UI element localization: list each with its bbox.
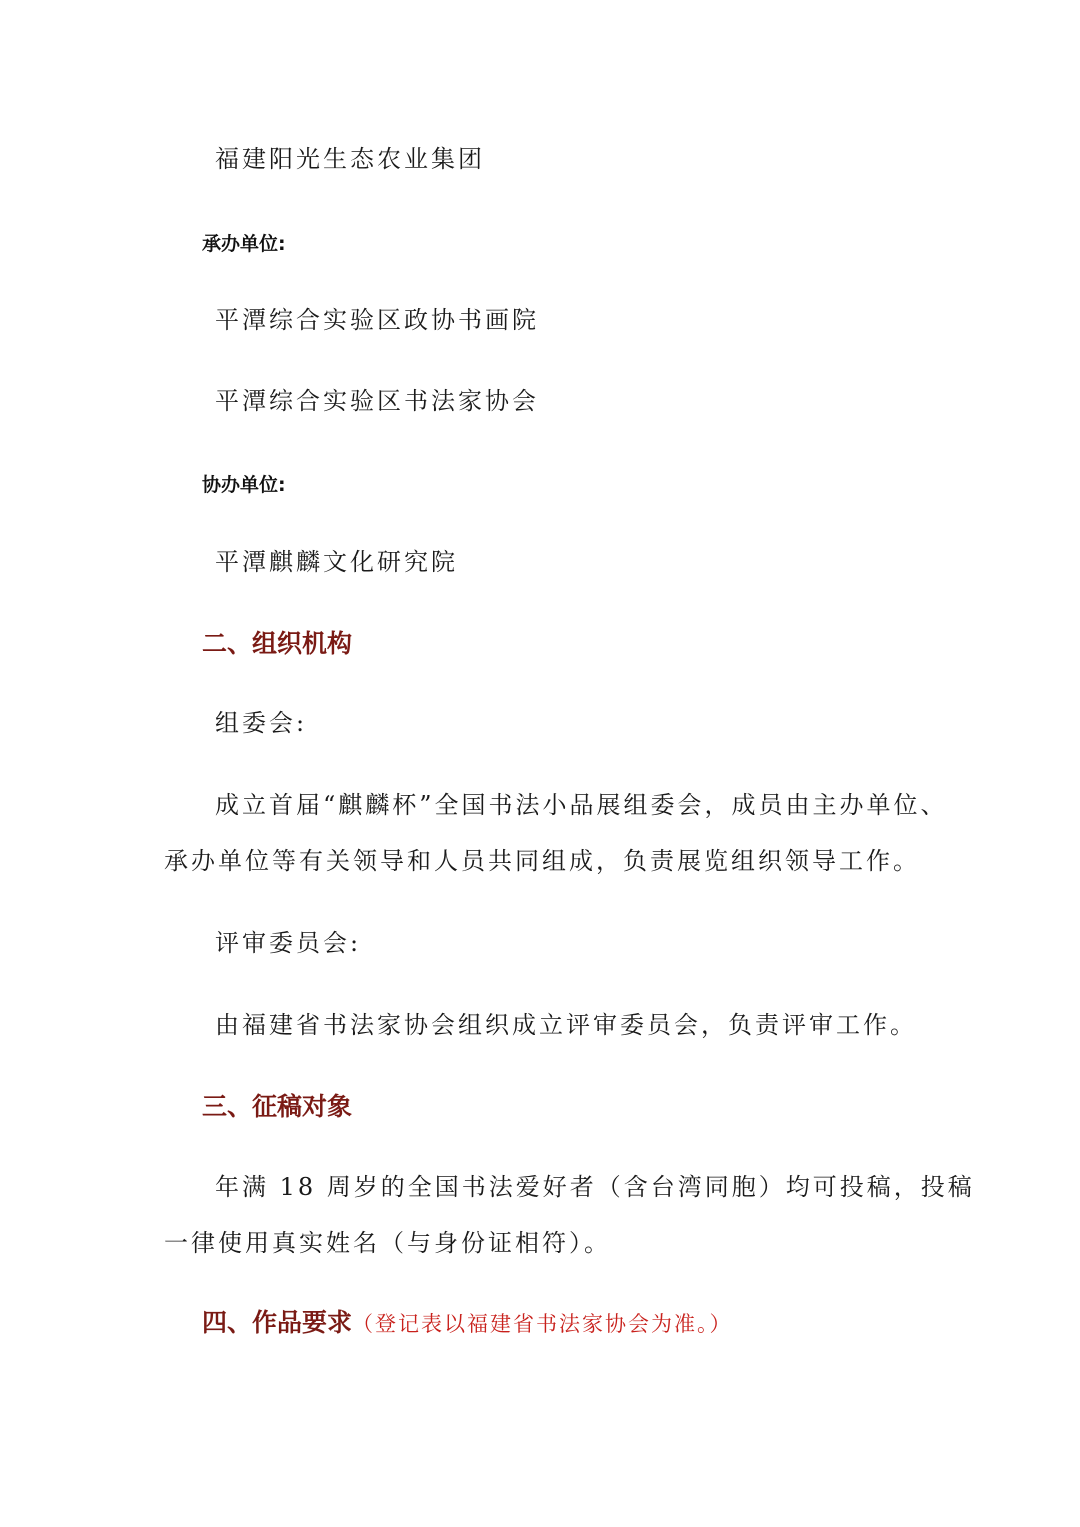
section3-text-line2: 一律使用真实姓名（与身份证相符）。 — [164, 1229, 611, 1257]
section3-heading: 三、征稿对象 — [202, 1092, 353, 1121]
committee-text-line2: 承办单位等有关领导和人员共同组成，负责展览组织领导工作。 — [164, 847, 920, 875]
section4-heading: 四、作品要求 — [202, 1308, 353, 1337]
section2-heading: 二、组织机构 — [202, 629, 353, 658]
organizer-org-1: 平潭综合实验区政协书画院 — [215, 306, 539, 334]
section4-note: （登记表以福建省书法家协会为准。） — [352, 1312, 733, 1336]
jury-text: 由福建省书法家协会组织成立评审委员会，负责评审工作。 — [215, 1011, 917, 1039]
organizer-org-2: 平潭综合实验区书法家协会 — [215, 387, 539, 415]
committee-text-line1: 成立首届“麒麟杯”全国书法小品展组委会，成员由主办单位、 — [215, 791, 948, 819]
section3-text-line1: 年满 18 周岁的全国书法爱好者（含台湾同胞）均可投稿，投稿 — [215, 1173, 975, 1201]
jury-label: 评审委员会: — [215, 929, 362, 957]
committee-label: 组委会: — [215, 709, 308, 737]
section4-heading-row — [202, 1306, 733, 1341]
sponsor-org: 福建阳光生态农业集团 — [215, 145, 485, 173]
co-organizer-label: 协办单位: — [202, 474, 286, 496]
organizer-label: 承办单位: — [202, 233, 286, 255]
co-organizer-org: 平潭麒麟文化研究院 — [215, 548, 458, 576]
